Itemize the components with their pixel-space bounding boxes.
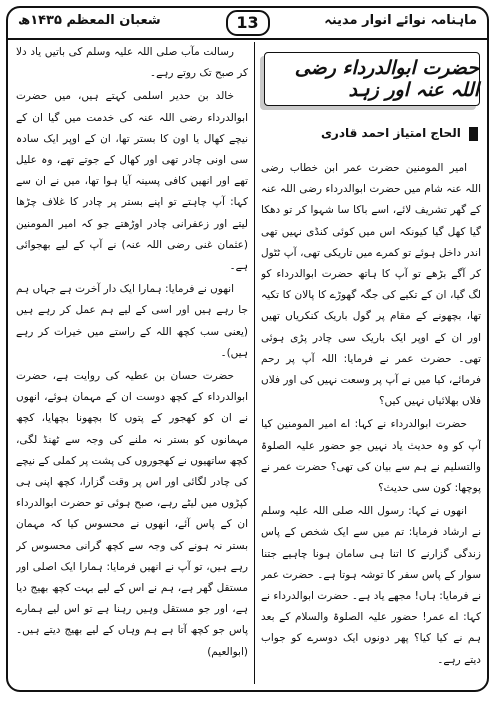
page-number: 13: [226, 10, 270, 36]
left-paragraph: حضرت حسان بن عطیہ کی روایت ہے، حضرت ابوالدرداء کے کچھ دوست ان کے مہمان ہوئے، انھوں نے ان کو کھجور کے پتوں کا بچھونا بچھایا، کچھ مہمانوں کو بستر نہ ملنے کی وجہ سے ٹھنڈ لگی، کچھ ساتھیوں نے کھجوروں کی پشت پر کملی کے نیچے کی چادر لگائی اور اس پر وقت گزارا، کچھ اپنی ہی کپڑوں میں لیٹے رہے، صبح ہوئی تو حضرت ابوالدرداء ان کے پاس آئے، انھوں نے محسوس کیا کہ مہمان بستر نہ ہونے کی وجہ سے کچھ گرانی محسوس کر رہے ہیں، تو آپ نے انھیں فرمایا: ہمارا ایک اصلی اور مستقل گھر ہے، ہم نے اس کے لیے بہت کچھ بھیج دیا ہے، اور جو مستقل وہیں رہنا ہے تو اس لیے ہمارے پاس جو کچھ آتا ہے ہم وہاں کے لیے بھیج دیتے ہیں۔ (ابوالعیم): [16, 370, 248, 658]
author-name: الحاج امتیاز احمد قادری: [320, 126, 461, 140]
left-paragraph: انھوں نے فرمایا: ہمارا ایک دار آخرت ہے جہاں ہم جا رہے ہیں اور اسی کے لیے ہم عمل کر رہے ہیں (یعنی سب کچھ اللہ کے راستے میں خیرات کر رہے ہیں)۔: [16, 283, 248, 359]
author-marker: [469, 127, 478, 141]
column-divider: [254, 42, 255, 684]
article-title-box: [264, 52, 480, 106]
issue-date: شعبان المعظم ۱۴۳۵ھ: [18, 13, 161, 28]
left-paragraph: رسالت مآب صلی اللہ علیہ وسلم کی باتیں یاد دلا کر صبح تک روتے رہے۔: [16, 46, 248, 80]
left-column: [16, 42, 248, 682]
right-column: [261, 158, 481, 684]
left-paragraph: خالد بن حدیر اسلمی کہتے ہیں، میں حضرت ابوالدرداء رضی اللہ عنہ کی خدمت میں گیا ان کے نیچے کھال یا اون کا بستر تھا، ان کے اوپر ایک سادہ سی اونی چادر تھی اور کھال کے جوتے تھے، وہ علیل تھے اور انھیں کافی پسینہ آیا ہوا تھا، میں نے ان سے کہا: آپ چاہتے تو اپنے بستر پر چادر کا غلاف چڑھا لیتے اور زعفرانی چادر اوڑھتے جو کہ امیر المومنین (عثمان غنی رضی اللہ عنہ) نے آپ کے لیے بھجوائی ہے۔: [16, 90, 248, 273]
article-title: حضرت ابوالدرداء رضی اللہ عنہ اور زہد: [294, 57, 479, 101]
author-line: [264, 126, 478, 141]
magazine-page: [6, 6, 489, 692]
right-paragraph: حضرت ابوالدرداء نے کہا: اے امیر المومنین کیا آپ کو وہ حدیث یاد نہیں جو حضور علیہ الصلوۃ والتسلیم نے ہم سے بیان کی تھی؟ حضرت عمر نے پوچھا: کون سی حدیث؟: [261, 418, 481, 495]
magazine-name: ماہنامہ نوائے انوار مدینہ: [324, 13, 477, 28]
right-paragraph: انھوں نے کہا: رسول اللہ صلی اللہ علیہ وسلم نے ارشاد فرمایا: تم میں سے ایک شخص کے پاس زندگی گزارنے کا اتنا ہی سامان ہونا چاہیے جتنا سوار کے پاس سفر کا توشہ ہوتا ہے۔ حضرت عمر نے فرمایا: ہاں! مجھے یاد ہے۔ حضرت ابوالدرداء نے کہا: اے عمر! حضور علیہ الصلوۃ والسلام کے بعد ہم نے کیا کیا؟ پھر دونوں ایک دوسرے کو جواب دیتے رہے۔: [261, 505, 481, 666]
page-header: [8, 8, 487, 40]
right-paragraph: امیر المومنین حضرت عمر ابن خطاب رضی اللہ عنہ شام میں حضرت ابوالدرداء رضی اللہ عنہ کے گھر تشریف لائے، اسے باکا سا شہوا کر تو دھکا گیا کھل گیا کیونکہ اس میں کوئی کنڈی نہیں تھی اندر داخل ہوئے تو کمرے میں تاریکی تھی، آپ ٹٹول کر آگے بڑھے تو آپ کا ہاتھ حضرت ابوالدرداء کو لگ گیا، ان کے تکیے کی جگہ گھوڑے کا پالان کا تکیہ تھا، بچھونے کے مقام پر گول باریک کنکریاں تھیں اور ان کے اوپر ایک باریک سی چادر پڑی ہوئی تھی۔ حضرت عمر نے فرمایا: اللہ آپ پر رحم فرمائے، کیا میں نے آپ پر وسعت نہیں کی اور فلاں فلاں بھلائیاں نہیں کیں؟: [261, 162, 481, 408]
